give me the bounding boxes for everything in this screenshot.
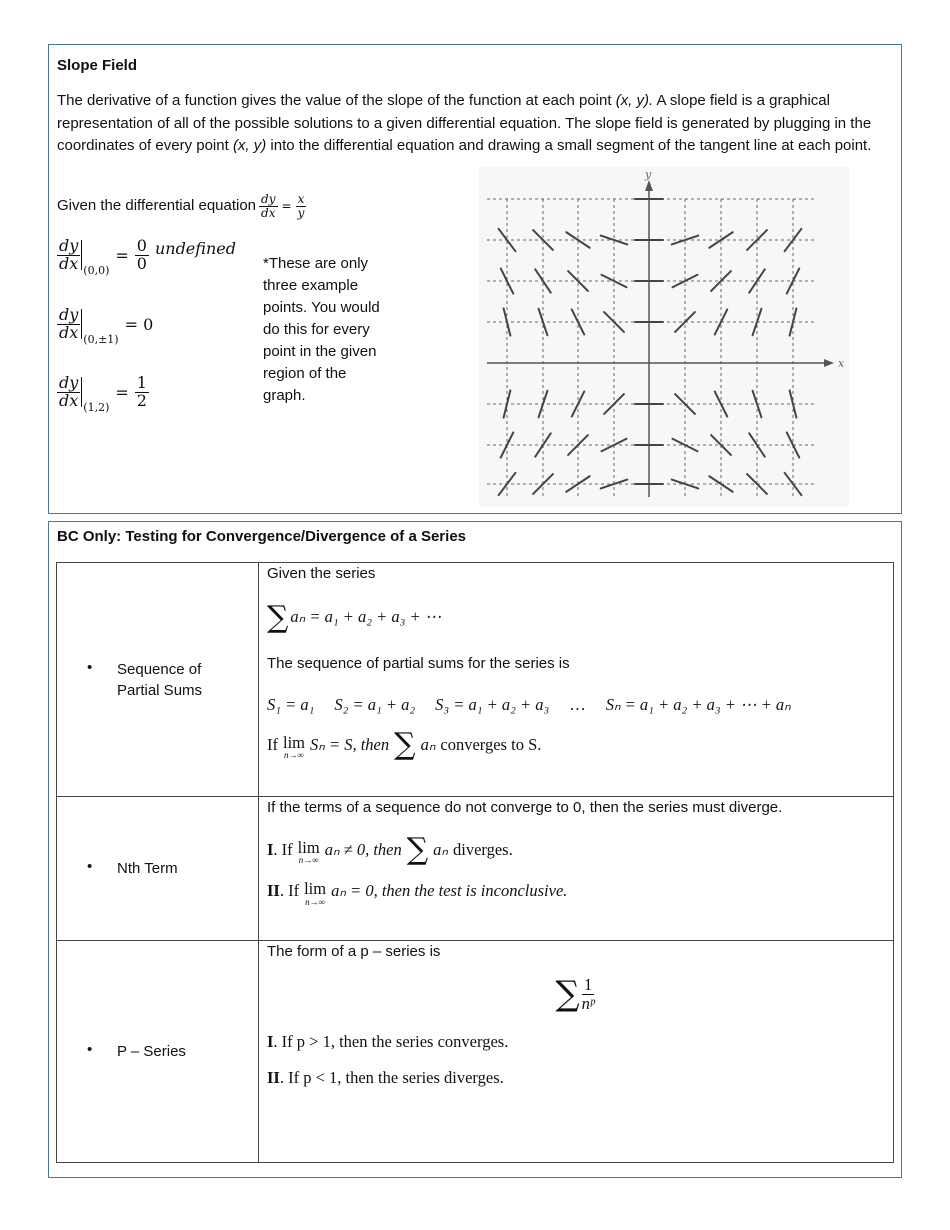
x-axis-label: x [838,357,845,370]
roman-numeral: I [267,839,274,859]
deriv-den: dx [59,322,79,342]
convergence-tests-table [56,562,894,1163]
eq-num: x [297,192,305,206]
intro-text: into the differential equation and drawing a small segment of the tangent line at each point. [266,137,872,154]
partial-sum: S₁ = a₁ [267,695,315,714]
table-row [57,797,894,941]
section-title: BC Only: Testing for Convergence/Divergence of a Series [57,528,466,545]
table-row [57,941,894,1163]
term: aₙ [420,734,436,754]
ellipsis: … [569,695,586,714]
eq-den: dx [261,205,276,220]
text: If [267,734,278,754]
series-expression [267,593,885,641]
lim: lim [283,732,306,752]
nth-term-rule-1 [267,832,885,867]
series-sum: aₙ = a₁ + a₂ + a₃ + ⋯ [290,607,442,626]
differential-equation [259,193,306,219]
sigma-icon: ∑ [267,599,289,635]
given-text: Given the series [267,565,376,582]
test-label-cell [57,941,259,1163]
given-label: Given the differential equation [57,196,257,214]
roman-numeral: II [267,1068,280,1087]
result-value: = 0 [124,314,154,334]
deriv-den: dx [59,253,79,273]
result-den: 0 [136,253,147,273]
intro-text: A slope field is a graphical representation of all of the possible solutions to a given differential equation. The slope field is generated by plugging in the coordinates of every point [57,92,872,154]
y-axis-label: y [645,168,652,181]
example-derivative [57,373,149,414]
partial-sum-conclusion [267,727,885,762]
intro-point: (x, y). [615,92,654,109]
evaluation-point: (0,0) [83,263,110,277]
evaluation-point: (0,±1) [83,332,119,346]
y-axis-arrow [645,180,653,191]
slope-segment [504,390,511,417]
lim-sub: n→∞ [305,896,326,907]
deriv-num: dy [59,373,79,392]
slope-segment [539,391,548,418]
partial-intro: The sequence of partial sums for the series is [267,655,570,672]
eq-num: dy [261,192,276,206]
partial-sums-list [267,695,885,715]
lim-sub: n→∞ [284,750,304,761]
series-convergence-section [48,521,902,1178]
result-num: 0 [136,236,147,255]
example-derivative [57,236,236,277]
given-equation [57,193,457,219]
text: . If [279,880,300,900]
roman-numeral: II [267,880,280,900]
result-num: 1 [136,373,147,392]
text: converges to S. [440,734,542,754]
p-series-rule-1 [267,1032,885,1052]
evaluation-bar [81,377,82,407]
eq-sign: = [281,198,292,213]
text: Sₙ = S, then [310,734,390,754]
test-name: P – Series [117,1043,186,1060]
bullet-icon: • [87,858,93,875]
evaluation-point: (1,2) [83,400,110,414]
test-body-cell [259,941,894,1163]
p-series-form [267,974,885,1014]
partial-sum: S₂ = a₁ + a₂ [334,695,416,714]
deriv-num: dy [59,305,79,324]
bullet-icon: • [87,658,93,676]
p-series-rule-2 [267,1068,885,1088]
example-note: *These are only three example points. You would do this for every point in the given region of the graph. [263,255,380,404]
test-body-cell [259,797,894,941]
term: aₙ [433,839,448,859]
slope-field-section [48,44,902,514]
sigma-icon: ∑ [555,974,580,1014]
intro-paragraph [57,90,893,158]
test-name: Nth Term [117,860,178,877]
deriv-den: dx [59,390,79,410]
sigma-icon: ∑ [406,832,429,867]
eq-sign: = [115,245,129,265]
result-den: 2 [136,390,147,410]
nth-term-rule-2 [267,875,885,907]
test-name: Sequence of Partial Sums [117,660,203,699]
roman-numeral: I [267,1032,274,1051]
nth-term-intro: If the terms of a sequence do not converge to 0, then the series must diverge. [267,799,783,816]
eq-den: y [297,205,305,220]
text: aₙ = 0, then the test is inconclusive. [331,880,568,900]
text: . If p < 1, then the series diverges. [279,1068,504,1087]
lim: lim [297,837,320,857]
partial-sum: Sₙ = a₁ + a₂ + a₃ + ⋯ + aₙ [605,695,791,714]
text: aₙ ≠ 0, then [324,839,402,859]
text: . If [273,839,293,859]
bullet-icon: • [87,1041,93,1058]
text: diverges. [452,839,513,859]
intro-point: (x, y) [232,137,267,154]
lim: lim [304,879,327,898]
evaluation-bar [81,240,82,270]
p-series-intro: The form of a p – series is [267,943,441,960]
grid-lines [487,199,814,497]
test-label-cell [57,797,259,941]
table-row [57,563,894,797]
form-den: nᵖ [581,993,595,1013]
test-body-cell [259,563,894,797]
intro-text: The derivative of a function gives the value of the slope of the function at each point [57,92,616,109]
lim-sub: n→∞ [298,855,319,866]
result-text: undefined [154,238,236,258]
sigma-icon: ∑ [394,727,416,762]
slope-segments [499,199,802,495]
eq-sign: = [115,382,129,402]
text: . If p > 1, then the series converges. [273,1032,509,1051]
test-label-cell [57,563,259,797]
partial-sum: S₃ = a₁ + a₂ + a₃ [435,695,550,714]
slope-field-graph [479,167,849,507]
slope-field-plot [479,167,849,507]
slope-segment [566,232,589,248]
form-num: 1 [584,975,593,995]
x-axis-arrow [824,359,834,367]
deriv-num: dy [59,236,79,255]
section-title: Slope Field [57,57,138,74]
example-derivative [57,305,154,346]
evaluation-bar [81,309,82,339]
